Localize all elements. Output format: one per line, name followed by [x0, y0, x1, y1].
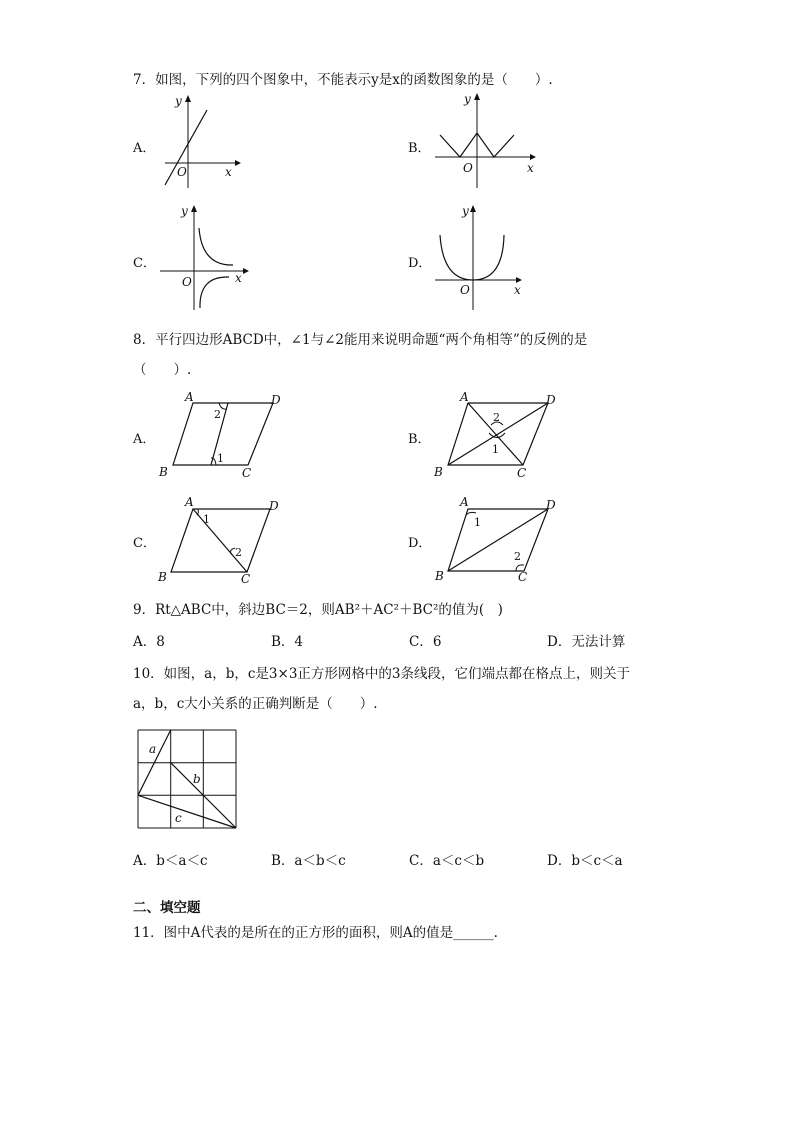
q8-c-vertex-d: D — [269, 499, 279, 513]
q10-segment-c-label: c — [175, 811, 182, 825]
q7-option-b-label: B． — [408, 141, 431, 156]
q7-c-origin: O — [182, 275, 192, 289]
q8-b-angle-1: 1 — [492, 443, 499, 456]
q8-c-angle-2: 2 — [235, 546, 242, 559]
q8-figure-b — [430, 388, 570, 483]
q8-b-vertex-b: B — [434, 465, 443, 479]
q7-d-origin: O — [460, 283, 470, 297]
q8-d-angle-2: 2 — [514, 550, 521, 563]
q7-stem: 7．如图，下列的四个图象中，不能表示y是x的函数图象的是（ ）. — [133, 72, 553, 88]
q8-a-vertex-c: C — [242, 466, 252, 480]
q8-d-vertex-c: C — [518, 570, 528, 584]
q8-b-vertex-c: C — [517, 466, 527, 480]
q7-graph-a — [155, 90, 245, 190]
q10-segment-b-label: b — [193, 772, 201, 786]
q8-b-vertex-a: A — [460, 390, 469, 404]
q8-a-angle-1: 1 — [217, 452, 224, 465]
q10-stem-line2: a，b，c大小关系的正确判断是（ ）. — [133, 696, 378, 712]
q8-c-vertex-a: A — [185, 495, 194, 509]
section-title-fill-in: 二、填空题 — [133, 900, 201, 916]
q8-option-b-label: B． — [408, 432, 431, 447]
q10-option-c: C．a＜c＜b — [409, 853, 485, 869]
q8-b-vertex-d: D — [546, 393, 556, 407]
q9-option-b: B．4 — [271, 634, 304, 650]
q8-figure-c — [155, 492, 295, 587]
q7-a-x-label: x — [225, 165, 232, 179]
q7-c-y-label: y — [181, 204, 188, 218]
q8-d-angle-1: 1 — [474, 516, 481, 529]
q8-c-vertex-b: B — [158, 570, 167, 584]
q7-b-x-label: x — [527, 161, 534, 175]
q8-figure-a — [155, 388, 295, 483]
q10-option-b: B．a＜b＜c — [271, 853, 346, 869]
q8-a-vertex-d: D — [271, 393, 281, 407]
q7-graph-b — [430, 90, 540, 190]
q7-graph-c — [155, 200, 255, 315]
q8-a-angle-2: 2 — [214, 408, 221, 421]
q8-a-vertex-b: B — [159, 465, 168, 479]
q7-d-y-label: y — [462, 204, 469, 218]
q8-option-c-label: C． — [133, 536, 156, 551]
q7-c-x-label: x — [235, 271, 242, 285]
q8-d-vertex-a: A — [460, 495, 469, 509]
q8-option-d-label: D． — [408, 536, 432, 551]
q9-option-a: A．8 — [133, 634, 165, 650]
q8-stem-line1: 8．平行四边形ABCD中，∠1与∠2能用来说明命题“两个角相等”的反例的是 — [133, 332, 588, 348]
q8-figure-d — [430, 492, 570, 587]
q10-stem-line1: 10．如图，a，b，c是3×3正方形网格中的3条线段，它们端点都在格点上，则关于 — [133, 666, 631, 682]
q7-graph-d — [430, 200, 530, 315]
q8-option-a-label: A． — [133, 432, 156, 447]
q8-d-vertex-b: B — [435, 569, 444, 583]
q9-stem: 9．Rt△ABC中，斜边BC＝2，则AB²＋AC²＋BC²的值为( ) — [133, 602, 503, 618]
q8-a-vertex-a: A — [185, 390, 194, 404]
q8-b-angle-2: 2 — [493, 411, 500, 424]
q10-option-a: A．b＜a＜c — [133, 853, 208, 869]
q10-option-d: D．b＜c＜a — [547, 853, 623, 869]
q7-option-c-label: C． — [133, 256, 156, 271]
q8-stem-line2: （ ）. — [133, 362, 192, 378]
q7-a-origin: O — [177, 165, 187, 179]
q8-c-vertex-c: C — [241, 572, 251, 586]
q9-option-d: D．无法计算 — [547, 634, 626, 650]
q7-d-x-label: x — [514, 283, 521, 297]
q10-segment-a-label: a — [149, 742, 157, 756]
q8-c-angle-1: 1 — [203, 513, 210, 526]
q7-b-y-label: y — [464, 92, 471, 106]
q10-grid-figure — [130, 722, 245, 837]
q7-b-origin: O — [463, 161, 473, 175]
q11-stem: 11．图中A代表的是所在的正方形的面积，则A的值是______. — [133, 925, 498, 941]
q7-option-a-label: A． — [133, 141, 156, 156]
q7-a-y-label: y — [175, 94, 182, 108]
q9-option-c: C．6 — [409, 634, 442, 650]
q7-option-d-label: D． — [408, 256, 432, 271]
q8-d-vertex-d: D — [546, 498, 556, 512]
